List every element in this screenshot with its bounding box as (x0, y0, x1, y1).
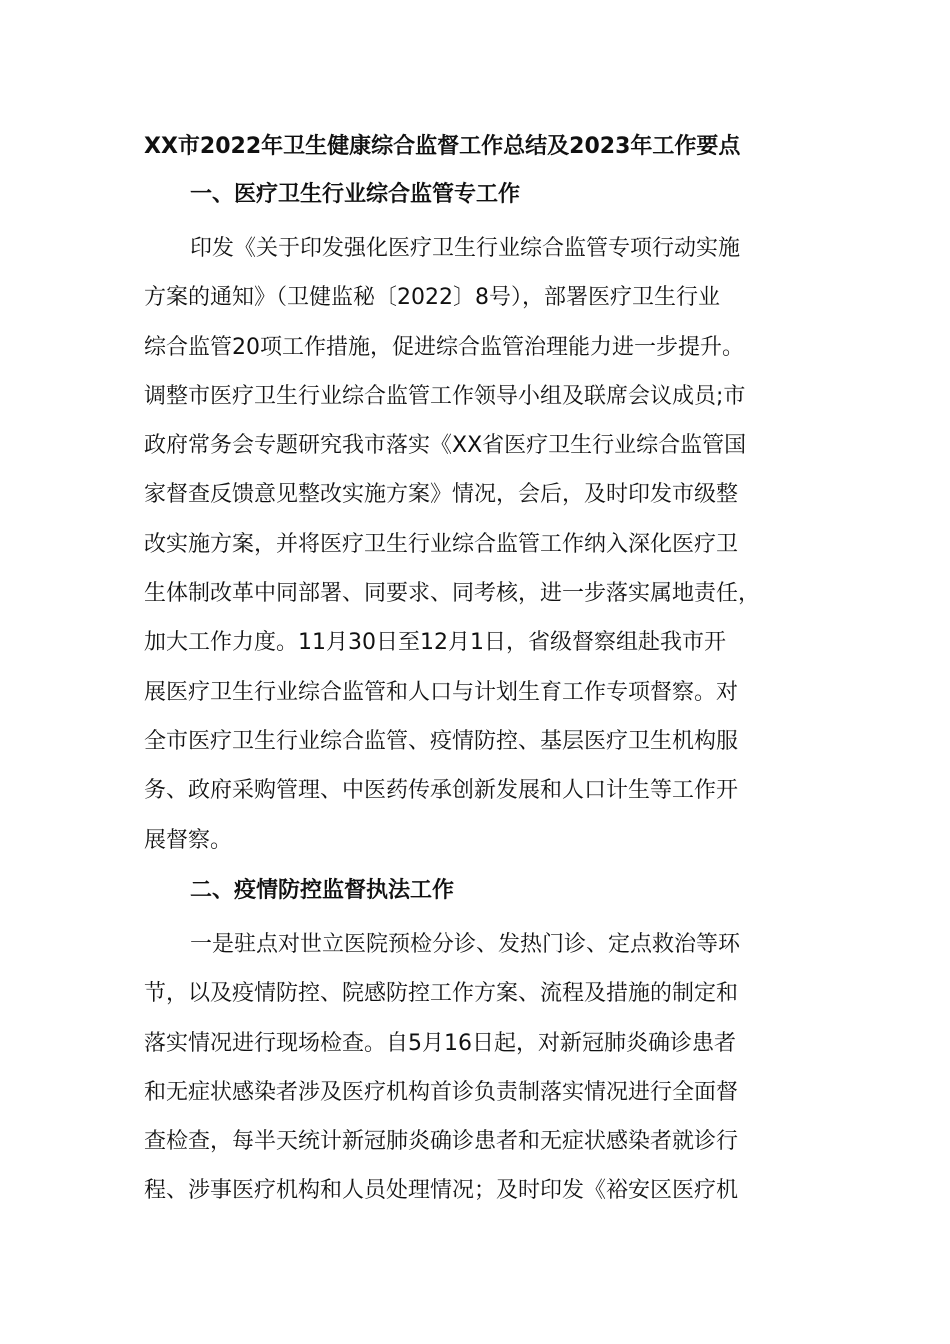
section-heading-2: 二、疫情防控监督执法工作 (190, 878, 455, 903)
paragraph-line: 和无症状感染者涉及医疗机构首诊负责制落实情况进行全面督 (144, 1079, 739, 1105)
document-title: XX市2022年卫生健康综合监督工作总结及2023年工作要点 (144, 134, 741, 159)
section-2-body (144, 920, 824, 1216)
paragraph-line: 综合监管20项工作措施，促进综合监管治理能力进一步提升。 (144, 334, 744, 360)
paragraph-line: 调整市医疗卫生行业综合监管工作领导小组及联席会议成员;市 (144, 383, 746, 409)
paragraph-line: 印发《关于印发强化医疗卫生行业综合监管专项行动实施 (190, 236, 741, 261)
paragraph-line: 家督查反馈意见整改实施方案》情况，会后，及时印发市级整 (144, 482, 739, 508)
section-heading-1: 一、医疗卫生行业综合监管专工作 (190, 182, 521, 207)
paragraph-line: 全市医疗卫生行业综合监管、疫情防控、基层医疗卫生机构服 (144, 728, 739, 754)
paragraph-line: 程、涉事医疗机构和人员处理情况；及时印发《裕安区医疗机 (144, 1178, 739, 1204)
paragraph-line: 政府常务会专题研究我市落实《XX省医疗卫生行业综合监管国 (144, 433, 747, 459)
paragraph-line: 生体制改革中同部署、同要求、同考核，进一步落实属地责任， (144, 581, 761, 607)
paragraph-line: 方案的通知》（卫健监秘〔2022〕8号），部署医疗卫生行业 (144, 285, 720, 311)
paragraph-line: 查检查，每半天统计新冠肺炎确诊患者和无症状感染者就诊行 (144, 1129, 739, 1155)
section-1-body (144, 224, 824, 865)
paragraph-line: 加大工作力度。11月30日至12月1日，省级督察组赴我市开 (144, 630, 726, 656)
paragraph-line: 展医疗卫生行业综合监管和人口与计划生育工作专项督察。对 (144, 679, 739, 705)
paragraph-line: 一是驻点对世立医院预检分诊、发热门诊、定点救治等环 (190, 932, 741, 957)
paragraph-line: 落实情况进行现场检查。自5月16日起，对新冠肺炎确诊患者 (144, 1030, 736, 1056)
paragraph-line: 展督察。 (144, 827, 233, 853)
paragraph-line: 节，以及疫情防控、院感防控工作方案、流程及措施的制定和 (144, 981, 739, 1007)
paragraph-line: 改实施方案，并将医疗卫生行业综合监管工作纳入深化医疗卫 (144, 531, 739, 557)
paragraph-line: 务、政府采购管理、中医药传承创新发展和人口计生等工作开 (144, 778, 739, 804)
